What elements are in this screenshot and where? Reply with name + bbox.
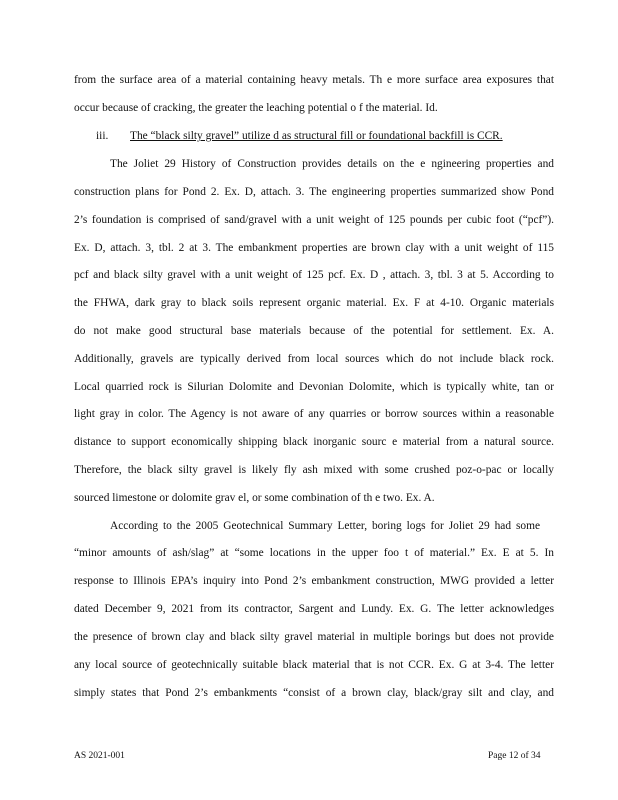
body-line: The Joliet 29 History of Construction provides details on the e ngineering properties and xyxy=(110,158,554,170)
footer-case-number: AS 2021-001 xyxy=(74,751,125,761)
body-line: the FHWA, dark gray to black soils represent organic material. Ex. F at 4-10. Organic materials xyxy=(74,297,554,309)
body-line: distance to support economically shipping black inorganic sourc e material from a natural source. xyxy=(74,436,554,448)
body-line: the presence of brown clay and black silty gravel material in multiple borings but does not provide xyxy=(74,631,554,643)
body-line: occur because of cracking, the greater the leaching potential o f the material. Id. xyxy=(74,102,438,114)
body-line: any local source of geotechnically suitable black material that is not CCR. Ex. G at 3-4. The letter xyxy=(74,659,554,671)
footer-page-number: Page 12 of 34 xyxy=(488,751,541,761)
body-line: 2’s foundation is comprised of sand/gravel with a unit weight of 125 pounds per cubic foot (“pcf”). xyxy=(74,214,554,226)
body-line: do not make good structural base materials because of the potential for settlement. Ex. A. xyxy=(74,325,554,337)
body-line: light gray in color. The Agency is not aware of any quarries or borrow sources within a reasonable xyxy=(74,408,554,420)
body-line: pcf and black silty gravel with a unit weight of 125 pcf. Ex. D , attach. 3, tbl. 3 at 5. According to xyxy=(74,269,554,281)
body-line: construction plans for Pond 2. Ex. D, attach. 3. The engineering properties summarized show Pond xyxy=(74,186,554,198)
body-line: dated December 9, 2021 from its contractor, Sargent and Lundy. Ex. G. The letter acknowledges xyxy=(74,603,554,615)
body-line: “minor amounts of ash/slag” at “some locations in the upper foo t of material.” Ex. E at 5. In xyxy=(74,547,554,559)
body-line: According to the 2005 Geotechnical Summary Letter, boring logs for Joliet 29 had some xyxy=(110,520,540,532)
body-line: response to Illinois EPA’s inquiry into Pond 2’s embankment construction, MWG provided a letter xyxy=(74,575,554,587)
section-heading: The “black silty gravel” utilize d as structural fill or foundational backfill is CCR. xyxy=(130,130,503,142)
body-line: Local quarried rock is Silurian Dolomite and Devonian Dolomite, which is typically white, tan or xyxy=(74,381,554,393)
body-line: simply states that Pond 2’s embankments “consist of a brown clay, black/gray silt and clay, and xyxy=(74,687,554,699)
body-line: Ex. D, attach. 3, tbl. 2 at 3. The embankment properties are brown clay with a unit weight of 115 xyxy=(74,242,554,254)
section-number: iii. xyxy=(96,130,109,142)
body-line: from the surface area of a material containing heavy metals. Th e more surface area exposures that xyxy=(74,74,554,86)
body-line: sourced limestone or dolomite grav el, or some combination of th e two. Ex. A. xyxy=(74,492,435,504)
body-line: Therefore, the black silty gravel is likely fly ash mixed with some crushed poz-o-pac or locally xyxy=(74,464,554,476)
body-line: Additionally, gravels are typically derived from local sources which do not include black rock. xyxy=(74,353,554,365)
